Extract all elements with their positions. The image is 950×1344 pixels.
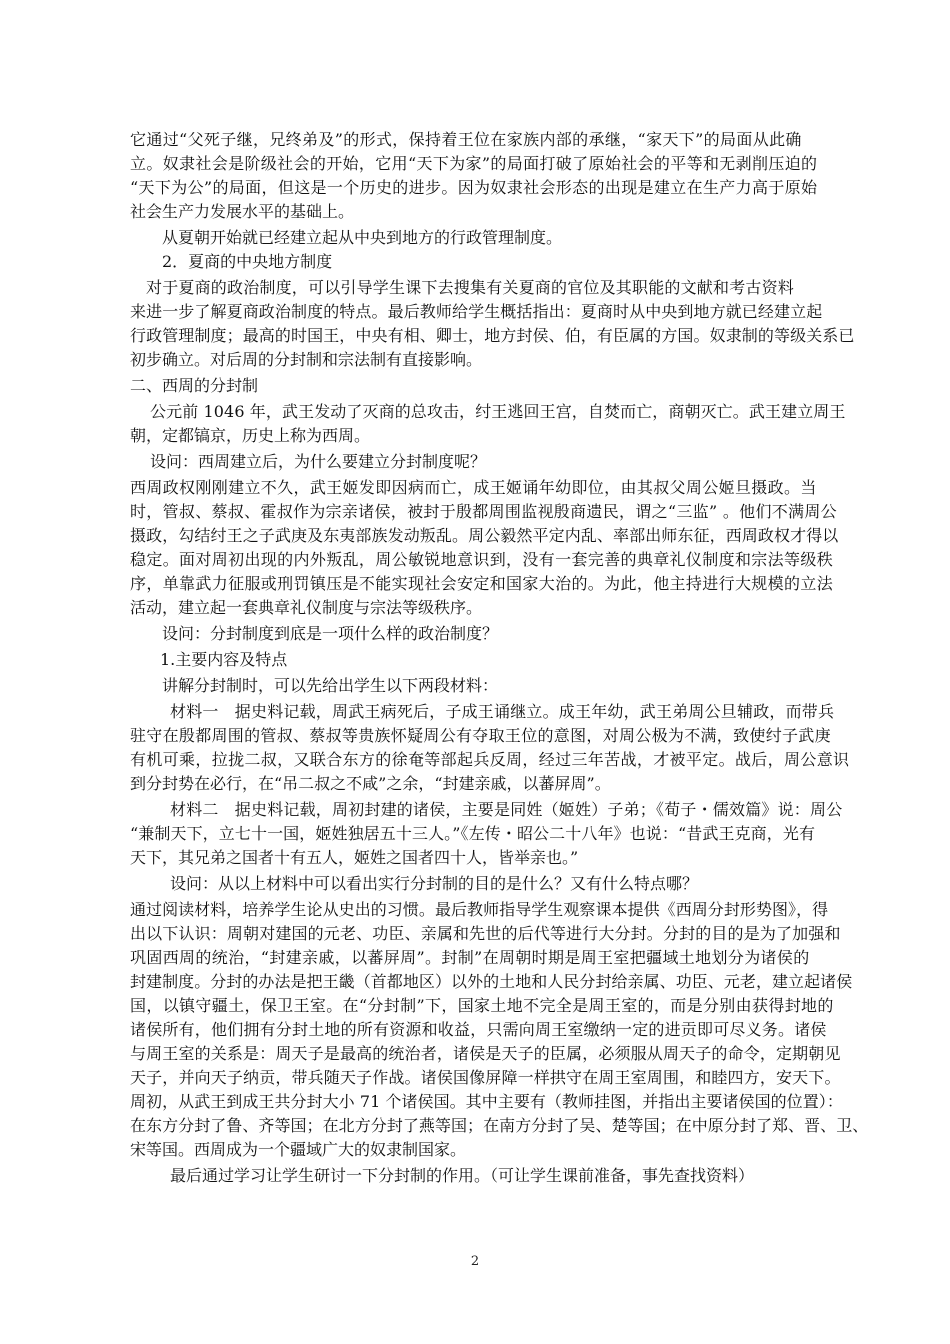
paragraph-line: 西周政权刚刚建立不久，武王姬发即因病而亡，成王姬诵年幼即位，由其叔父周公姬旦摄政。当 (130, 478, 817, 497)
material-line: 有机可乘，拉拢二叔，又联合东方的徐奄等部起兵反周，经过三年苦战，才被平定。战后，周公意识 (130, 750, 850, 769)
paragraph-line: 初步确立。对后周的分封制和宗法制有直接影响。 (130, 350, 483, 369)
paragraph-line: 活动，建立起一套典章礼仪制度与宗法等级秩序。 (130, 598, 483, 617)
paragraph-line: 摄政，勾结纣王之子武庚及东夷部族发动叛乱。周公毅然平定内乱、率部出师东征，西周政权才得以 (130, 526, 839, 545)
paragraph-line: 讲解分封制时，可以先给出学生以下两段材料： (162, 676, 499, 695)
paragraph-line: 它通过“父死子继，兄终弟及”的形式，保持着王位在家族内部的承继，“家天下”的局面从此确 (130, 130, 802, 149)
paragraph-line: 朝，定都镐京，历史上称为西周。 (130, 426, 371, 445)
page-number: 2 (470, 1254, 480, 1269)
paragraph-line: 诸侯所有，他们拥有分封土地的所有资源和收益，只需向周王室缴纳一定的进贡即可尽义务。诸侯 (130, 1020, 827, 1039)
section-heading: 二、西周的分封制 (130, 376, 259, 395)
paragraph-line: 周初，从武王到成王共分封大小 71 个诸侯国。其中主要有（教师挂图，并指出主要诸侯国的位置）： (130, 1092, 843, 1111)
material-line: 到分封势在必行，在“吊二叔之不咸”之余，“封建亲戚，以蕃屏周”。 (130, 774, 611, 793)
paragraph-line: 立。奴隶社会是阶级社会的开始，它用“天下为家”的局面打破了原始社会的平等和无剥削压迫的 (130, 154, 818, 173)
paragraph-line: 出以下认识：周朝对建国的元老、功臣、亲属和先世的后代等进行大分封。分封的目的是为了加强和 (130, 924, 841, 943)
paragraph-line: 对于夏商的政治制度，可以引导学生课下去搜集有关夏商的官位及其职能的文献和考古资料 (146, 278, 795, 297)
paragraph-line: 通过阅读材料，培养学生论从史出的习惯。最后教师指导学生观察课本提供《西周分封形势图》，得 (130, 900, 829, 919)
paragraph-line: 社会生产力发展水平的基础上。 (130, 202, 355, 221)
paragraph-line: 来进一步了解夏商政治制度的特点。最后教师给学生概括指出：夏商时从中央到地方就已经建立起 (130, 302, 823, 321)
material-line: 天下，其兄弟之国者十有五人，姬姓之国者四十人，皆举亲也。” (130, 848, 579, 867)
paragraph-line: 行政管理制度；最高的时国王，中央有相、卿士，地方封侯、伯，有臣属的方国。奴隶制的等级关系已 (130, 326, 855, 345)
paragraph-line: “天下为公”的局面，但这是一个历史的进步。因为奴隶社会形态的出现是建立在生产力高于原始 (130, 178, 818, 197)
material-line: 材料二 据史料记载，周初封建的诸侯，主要是同姓（姬姓）子弟；《荀子・儒效篇》说：周公 (170, 800, 843, 819)
paragraph-line: 宋等国。西周成为一个疆域广大的奴隶制国家。 (130, 1140, 467, 1159)
material-line: 驻守在殷都周围的管叔、蔡叔等贵族怀疑周公有夺取王位的意图，对周公极为不满，致使纣子武庚 (130, 726, 831, 745)
material-line: 材料一 据史料记载，周武王病死后，子成王诵继立。成王年幼，武王弟周公旦辅政，而带兵 (170, 702, 835, 721)
question-line: 设问：分封制度到底是一项什么样的政治制度？ (162, 624, 499, 643)
paragraph-line: 封建制度。分封的办法是把王畿（首都地区）以外的土地和人民分封给亲属、功臣、元老，建立起诸侯 (130, 972, 853, 991)
paragraph-line: 时，管叔、蔡叔、霍叔作为宗亲诸侯，被封于殷都周围监视殷商遗民，谓之“三监” 。他们不满周公 (130, 502, 837, 521)
paragraph-line: 从夏朝开始就已经建立起从中央到地方的行政管理制度。 (162, 228, 563, 247)
material-line: “兼制天下，立七十一国，姬姓独居五十三人。”《左传・昭公二十八年》也说：“昔武王克商，光有 (130, 824, 816, 843)
paragraph-line: 公元前 1046 年，武王发动了灭商的总攻击，纣王逃回王宫，自焚而亡，商朝灭亡。武王建立周王 (150, 402, 846, 421)
section-heading: 1.主要内容及特点 (160, 650, 288, 669)
question-line: 设问：西周建立后，为什么要建立分封制度呢？ (150, 452, 487, 471)
paragraph-line: 序，单靠武力征服或刑罚镇压是不能实现社会安定和国家大治的。为此，他主持进行大规模的立法 (130, 574, 834, 593)
question-line: 设问：从以上材料中可以看出实行分封制的目的是什么？又有什么特点哪？ (170, 874, 699, 893)
paragraph-line: 在东方分封了鲁、齐等国；在北方分封了燕等国；在南方分封了吴、楚等国；在中原分封了郑、晋、卫、 (130, 1116, 869, 1135)
paragraph-line: 天子，并向天子纳贡，带兵随天子作战。诸侯国像屏障一样拱守在周王室周围，和睦四方，安天下。 (130, 1068, 841, 1087)
section-heading: 2．夏商的中央地方制度 (162, 252, 333, 271)
paragraph-line: 国，以镇守疆土，保卫王室。在“分封制”下，国家土地不完全是周王室的，而是分别由获得封地的 (130, 996, 834, 1015)
paragraph-line: 稳定。面对周初出现的内外叛乱，周公敏锐地意识到，没有一套完善的典章礼仪制度和宗法等级秩 (130, 550, 834, 569)
paragraph-line: 与周王室的关系是：周天子是最高的统治者，诸侯是天子的臣属，必须服从周天子的命令，定期朝见 (130, 1044, 841, 1063)
paragraph-line: 巩固西周的统治，“封建亲戚，以蕃屏周”。封制”在周朝时期是周王室把疆域土地划分为诸侯的 (130, 948, 810, 967)
paragraph-line: 最后通过学习让学生研讨一下分封制的作用。（可让学生课前准备，事先查找资料） (170, 1166, 755, 1185)
